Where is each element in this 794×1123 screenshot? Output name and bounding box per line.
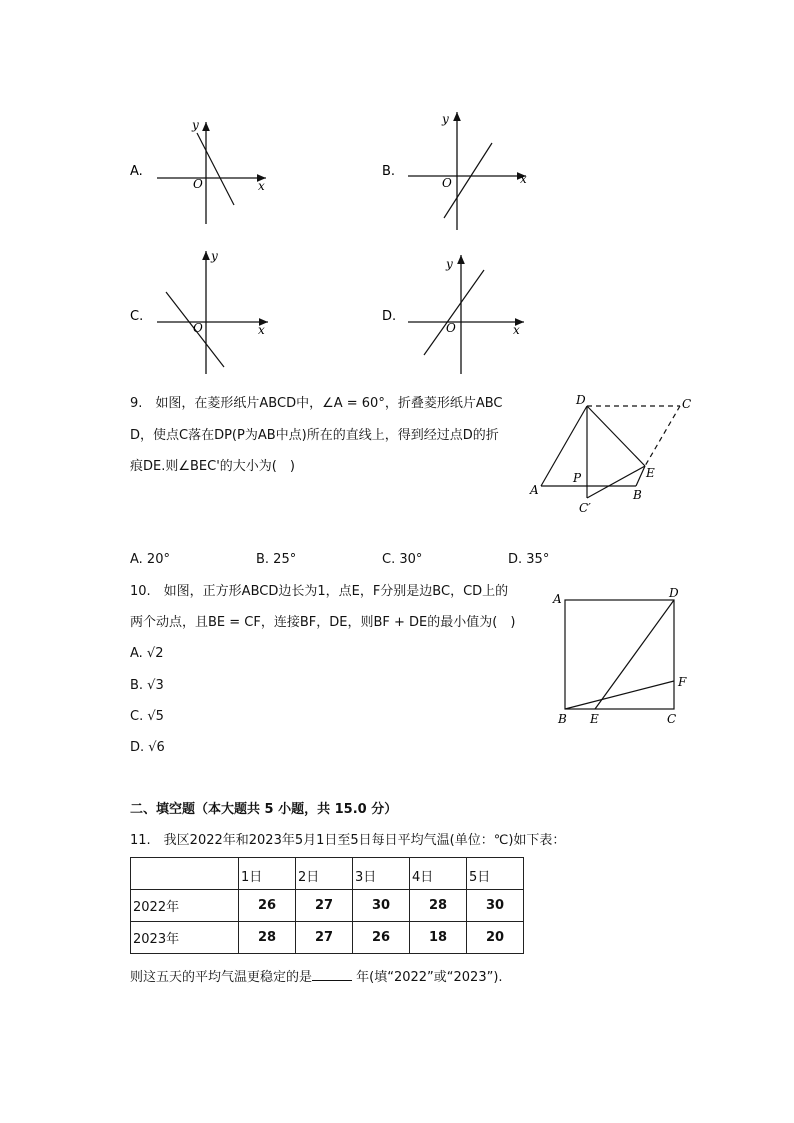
point-p-label: P [573,471,582,485]
q10-square-figure [550,585,700,730]
table-cell: 30 [467,890,524,922]
function-line [197,133,234,205]
answer-blank[interactable] [312,968,352,981]
section-title: 二、填空题（本大题共 5 小题，共 15.0 分） [130,802,398,817]
origin-label: O [446,321,456,335]
table-header-cell [131,858,239,890]
table-row [131,922,524,954]
table-cell: 28 [239,922,296,954]
graph-c-label: C. [130,309,144,324]
table-cell: 20 [467,922,524,954]
q9-option-a: A. 20° [130,552,170,567]
point-d-label: D [576,393,586,407]
q10-option-d: D. √6 [130,740,165,755]
table-cell: 28 [410,890,467,922]
function-line [424,270,484,355]
graph-d [382,255,524,374]
q10-option-a: A. √2 [130,646,164,661]
q11-question-after: 年(填“2022”或“2023”). [356,970,503,985]
table-cell: 27 [296,890,353,922]
segment-de [587,406,645,466]
table-cell: 26 [353,922,410,954]
q11-intro: 11. 我区2022年和2023年5月1日至5日每日平均气温(单位：℃)如下表： [130,833,566,848]
point-a-label: A [553,592,562,606]
point-e-label: E [590,712,599,726]
table-cell: 18 [410,922,467,954]
point-e-label: E [646,466,655,480]
point-c-prime-label: C′ [579,501,591,515]
point-b-label: B [558,712,567,726]
x-axis-label: x [520,172,527,186]
origin-label: O [442,176,452,190]
q9-rhombus-figure [525,392,715,522]
graph-b [382,112,527,230]
table-header-cell: 2日 [296,858,353,890]
y-axis-label: y [211,249,218,263]
temperature-table [130,857,524,954]
point-b-label: B [633,488,642,502]
x-axis-label: x [258,323,265,337]
segment-ce-dashed [645,406,680,466]
table-cell: 26 [239,890,296,922]
origin-label: O [193,177,203,191]
point-f-label: F [678,675,687,689]
q9-option-c: C. 30° [382,552,423,567]
point-c-label: C [682,397,692,411]
table-cell: 27 [296,922,353,954]
graph-options [0,0,794,390]
table-header-row [131,858,524,890]
q11-question [130,968,503,984]
graph-d-label: D. [382,309,397,324]
q10-text-line1: 10. 如图，正方形ABCD边长为1，点E，F分别是边BC，CD上的 [130,584,509,599]
q9-option-d: D. 35° [508,552,550,567]
graph-a [130,118,266,224]
y-axis-label: y [446,257,453,271]
y-axis-label: y [442,112,449,126]
segment-bf [565,681,674,709]
y-axis-label: y [192,118,199,132]
table-row [131,890,524,922]
point-c-label: C [667,712,677,726]
graph-b-label: B. [382,164,396,179]
x-axis-label: x [258,179,265,193]
x-axis-label: x [513,323,520,337]
point-a-label: A [530,483,539,497]
q10-text-line2: 两个动点，且BE = CF，连接BF，DE，则BF + DE的最小值为( ) [130,615,516,630]
q9-option-b: B. 25° [256,552,297,567]
origin-label: O [193,321,203,335]
table-header-cell: 5日 [467,858,524,890]
q10-option-c: C. √5 [130,709,164,724]
table-header-cell: 1日 [239,858,296,890]
table-header-cell: 3日 [353,858,410,890]
segment-de [595,600,674,709]
q10-option-b: B. √3 [130,678,164,693]
table-cell: 30 [353,890,410,922]
q9-text-line1: 9. 如图，在菱形纸片ABCD中，∠A = 60°，折叠菱形纸片ABC [130,396,503,411]
graph-c [130,249,268,374]
q9-text-line3: 痕DE.则∠BEC'的大小为( ) [130,459,295,474]
square-abcd [565,600,674,709]
q11-question-before: 则这五天的平均气温更稳定的是 [130,970,313,985]
table-header-cell: 4日 [410,858,467,890]
table-row-label: 2022年 [131,890,239,922]
point-d-label: D [669,586,679,600]
table-row-label: 2023年 [131,922,239,954]
graph-a-label: A. [130,164,143,179]
q9-text-line2: D，使点C落在DP(P为AB中点)所在的直线上，得到经过点D的折 [130,428,499,443]
